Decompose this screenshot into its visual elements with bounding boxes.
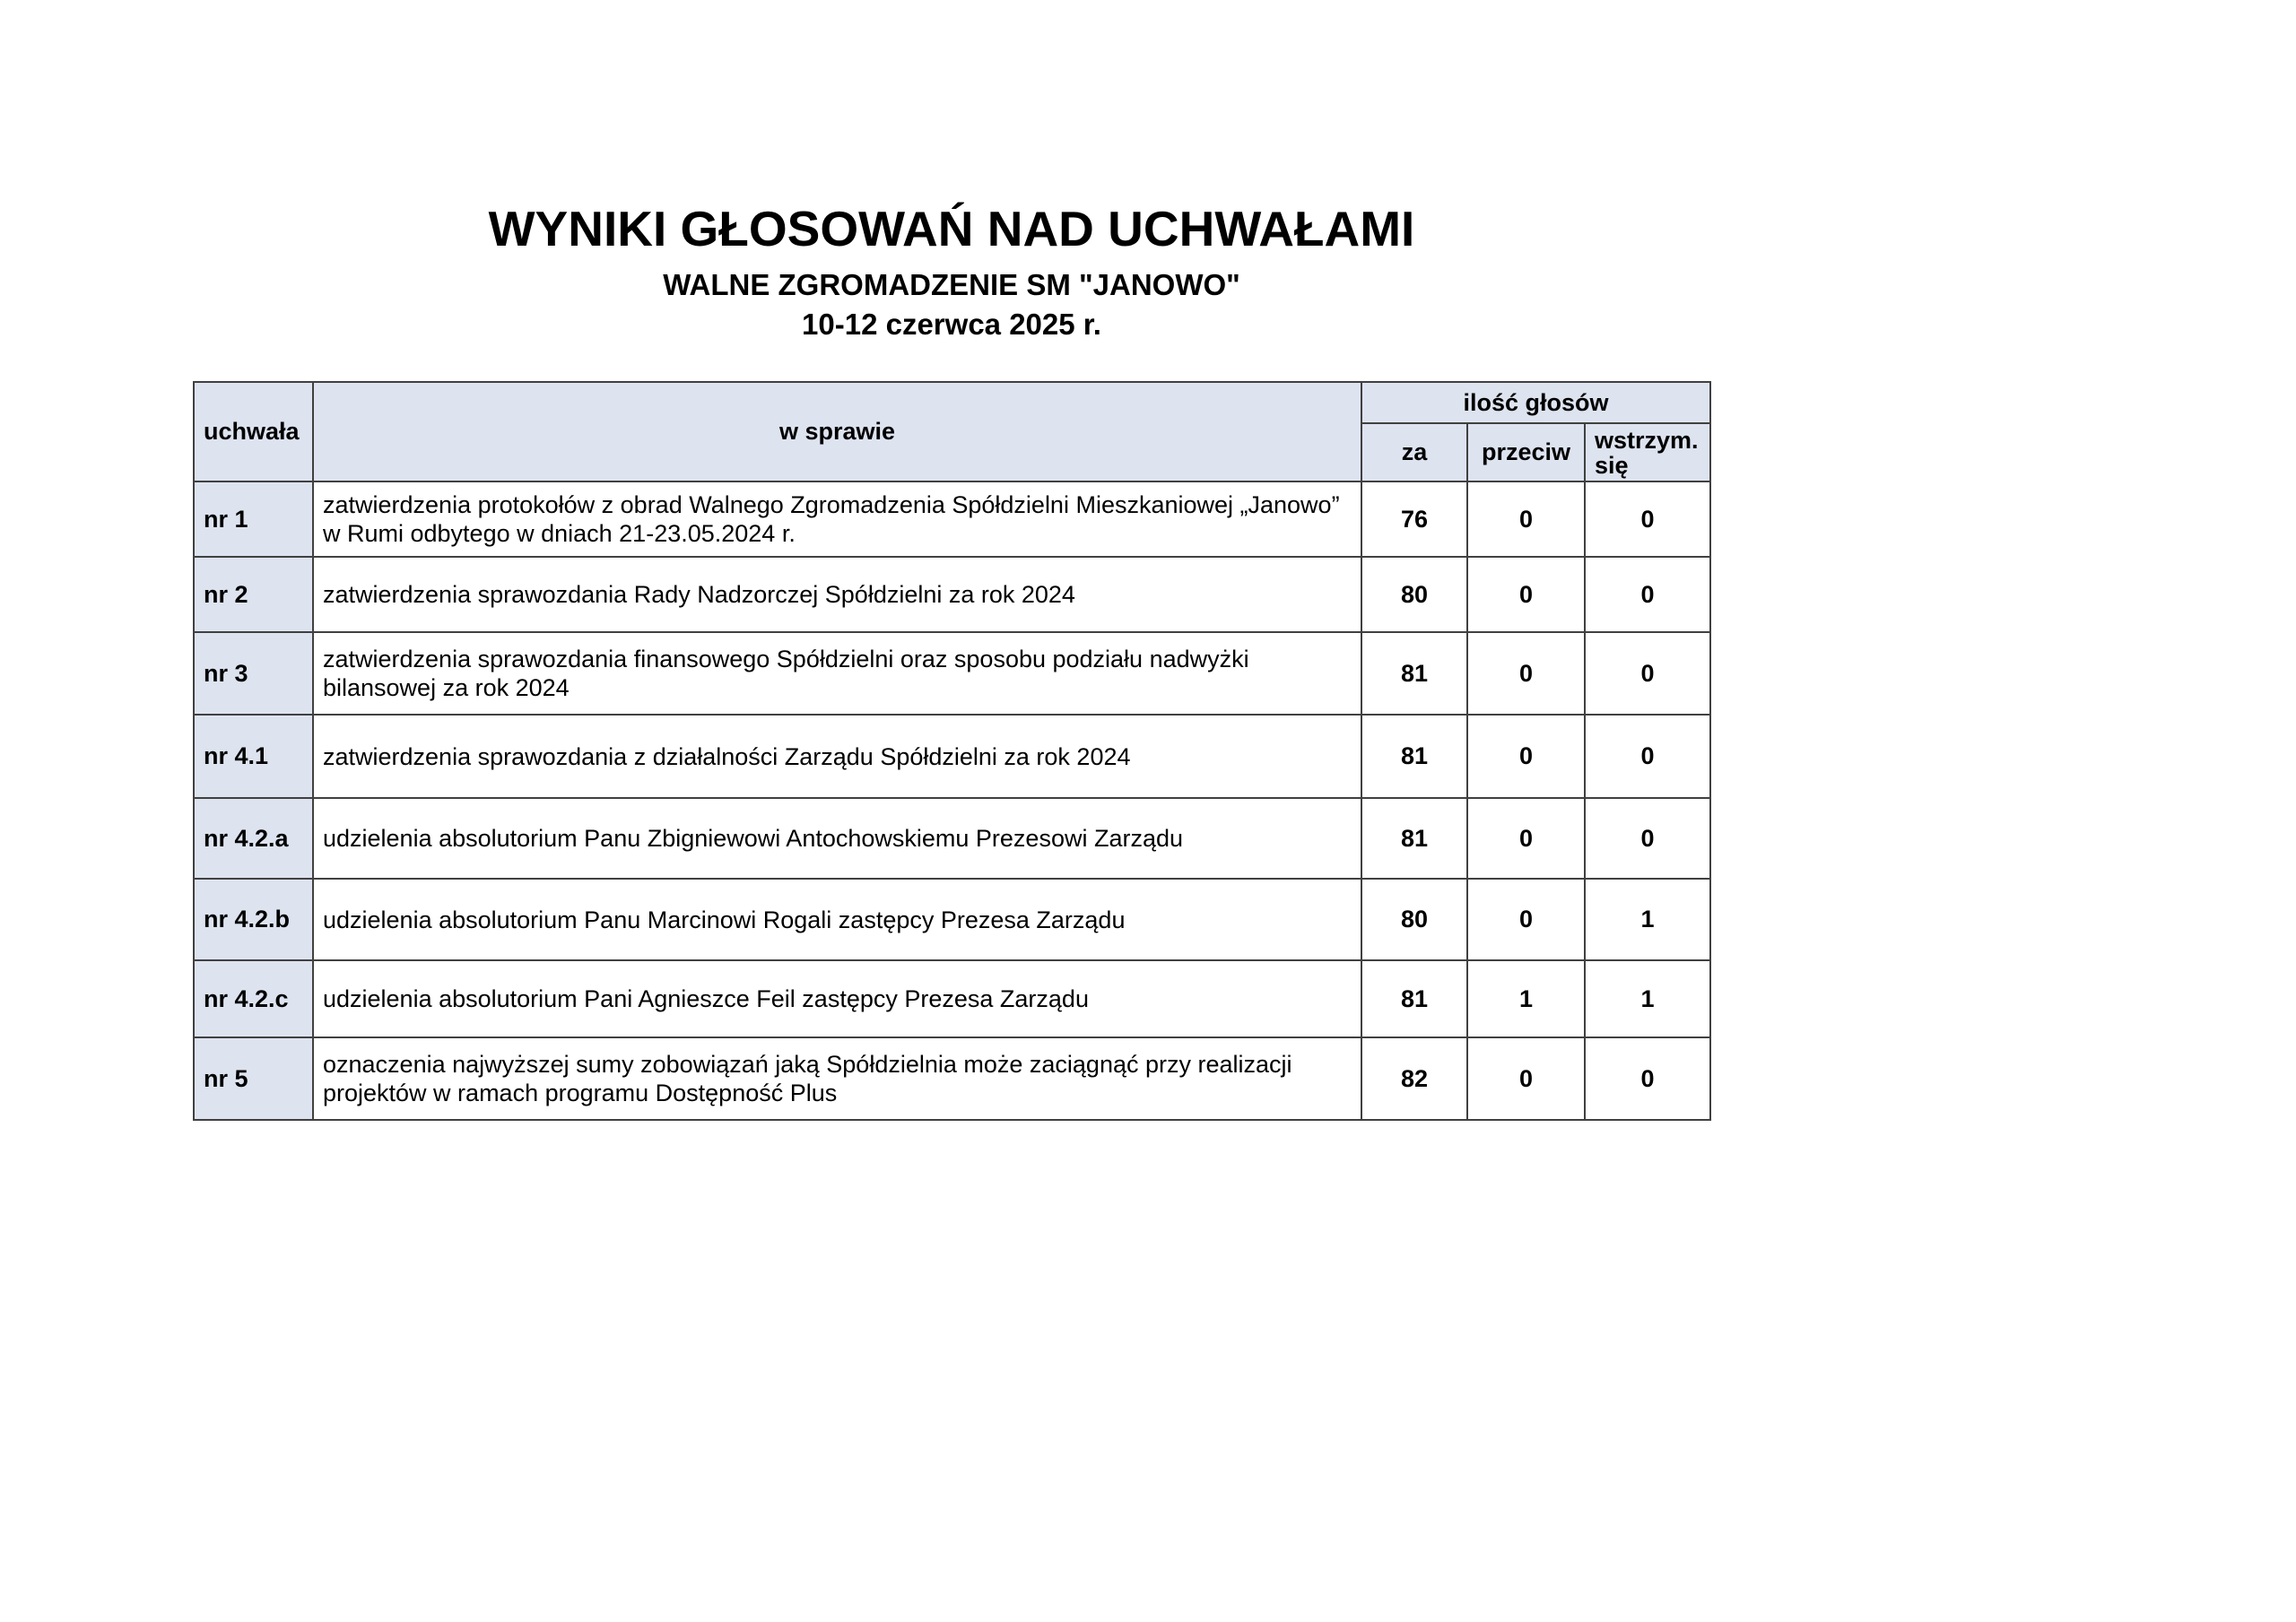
row-description: zatwierdzenia protokołów z obrad Walnego Zgromadzenia Spółdzielni Mieszkaniowej „Janowo” w Rumi odbytego w dniach 21-23.05.2024 r.: [313, 481, 1361, 557]
votes-wstrzym: 0: [1585, 798, 1710, 879]
votes-za: 81: [1361, 715, 1467, 798]
row-description: zatwierdzenia sprawozdania Rady Nadzorczej Spółdzielni za rok 2024: [313, 557, 1361, 632]
votes-wstrzym: 0: [1585, 1037, 1710, 1120]
votes-za: 76: [1361, 481, 1467, 557]
row-description: oznaczenia najwyższej sumy zobowiązań jaką Spółdzielnia może zaciągnąć przy realizacji projektów w ramach programu Dostępność Plus: [313, 1037, 1361, 1120]
header-uchwala: uchwała: [194, 382, 313, 481]
row-description: udzielenia absolutorium Panu Marcinowi Rogali zastępcy Prezesa Zarządu: [313, 879, 1361, 960]
table-row: [194, 715, 1710, 798]
votes-wstrzym: 0: [1585, 715, 1710, 798]
votes-wstrzym: 0: [1585, 557, 1710, 632]
page-title: WYNIKI GŁOSOWAŃ NAD UCHWAŁAMI: [488, 201, 1415, 256]
row-id: nr 1: [194, 481, 313, 557]
votes-przeciw: 0: [1467, 632, 1585, 715]
votes-przeciw: 0: [1467, 798, 1585, 879]
header-w-sprawie: w sprawie: [313, 382, 1361, 481]
table-row: [194, 557, 1710, 632]
votes-przeciw: 0: [1467, 557, 1585, 632]
row-id: nr 4.2.a: [194, 798, 313, 879]
row-description: udzielenia absolutorium Pani Agnieszce Feil zastępcy Prezesa Zarządu: [313, 960, 1361, 1037]
table-row: [194, 960, 1710, 1037]
row-id: nr 4.2.b: [194, 879, 313, 960]
row-id: nr 4.2.c: [194, 960, 313, 1037]
row-description: udzielenia absolutorium Panu Zbigniewowi Antochowskiemu Prezesowi Zarządu: [313, 798, 1361, 879]
table-row: [194, 632, 1710, 715]
row-description: zatwierdzenia sprawozdania finansowego Spółdzielni oraz sposobu podziału nadwyżki bilansowej za rok 2024: [313, 632, 1361, 715]
table-row: [194, 879, 1710, 960]
votes-przeciw: 1: [1467, 960, 1585, 1037]
row-id: nr 3: [194, 632, 313, 715]
votes-za: 81: [1361, 798, 1467, 879]
table-header: [194, 382, 1710, 481]
document-header: [482, 197, 1422, 344]
votes-wstrzym: 1: [1585, 879, 1710, 960]
page-subtitle: WALNE ZGROMADZENIE SM "JANOWO": [663, 268, 1240, 301]
row-id: nr 5: [194, 1037, 313, 1120]
table-row: [194, 1037, 1710, 1120]
header-ilosc-glosow: ilość głosów: [1361, 382, 1710, 423]
table-row: [194, 798, 1710, 879]
header-przeciw: przeciw: [1467, 423, 1585, 481]
row-description: zatwierdzenia sprawozdania z działalności Zarządu Spółdzielni za rok 2024: [313, 715, 1361, 798]
row-id: nr 2: [194, 557, 313, 632]
votes-przeciw: 0: [1467, 879, 1585, 960]
votes-za: 81: [1361, 960, 1467, 1037]
votes-za: 80: [1361, 557, 1467, 632]
header-za: za: [1361, 423, 1467, 481]
votes-przeciw: 0: [1467, 1037, 1585, 1120]
votes-wstrzym: 1: [1585, 960, 1710, 1037]
votes-przeciw: 0: [1467, 715, 1585, 798]
header-wstrzym: wstrzym. się: [1585, 423, 1710, 481]
table-body: [194, 481, 1710, 1120]
votes-za: 82: [1361, 1037, 1467, 1120]
table-row: [194, 481, 1710, 557]
votes-wstrzym: 0: [1585, 481, 1710, 557]
votes-wstrzym: 0: [1585, 632, 1710, 715]
row-id: nr 4.1: [194, 715, 313, 798]
page-date: 10-12 czerwca 2025 r.: [802, 308, 1101, 341]
votes-za: 80: [1361, 879, 1467, 960]
votes-za: 81: [1361, 632, 1467, 715]
votes-przeciw: 0: [1467, 481, 1585, 557]
results-table: [193, 381, 1711, 1121]
